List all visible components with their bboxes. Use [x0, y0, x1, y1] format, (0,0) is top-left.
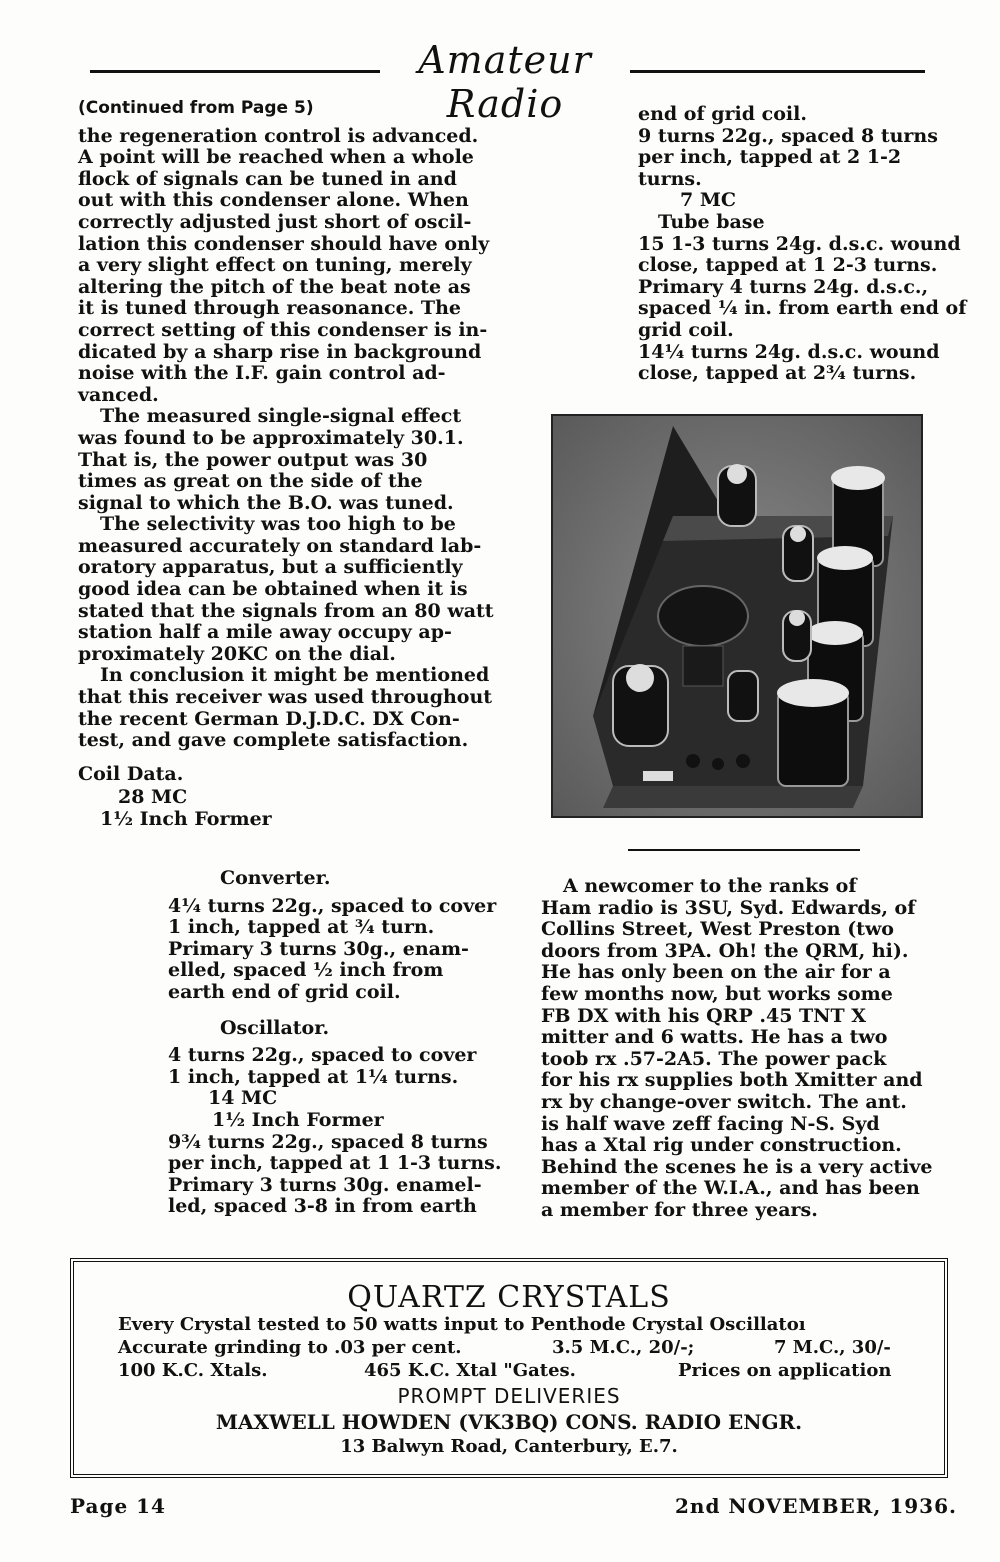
page-number: Page 14	[70, 1494, 166, 1518]
newcomer-article-line: a member for three years.	[541, 1198, 818, 1221]
section-divider	[628, 849, 860, 851]
article-text-line: correct setting of this condenser is in-	[78, 318, 488, 341]
ad-price-7: 7 M.C., 30/-	[774, 1337, 891, 1358]
newcomer-article-line: mitter and 6 watts. He has a two	[541, 1026, 888, 1049]
newcomer-article-line: He has only been on the air for a	[541, 961, 891, 984]
coil-data-heading: Coil Data.	[78, 762, 184, 785]
right-column-top	[638, 103, 967, 385]
article-text-line: was found to be approximately 30.1.	[78, 426, 464, 449]
newcomer-article-line: doors from 3PA. Oh! the QRM, hi).	[541, 939, 909, 962]
coil-continued-text-line: turns.	[638, 167, 702, 190]
article-text-line: dicated by a sharp rise in background	[78, 340, 482, 363]
article-text-line: stated that the signals from an 80 watt	[78, 599, 494, 622]
news-column	[541, 876, 944, 1222]
ad-address: 13 Balwyn Road, Canterbury, E.7.	[340, 1436, 678, 1457]
coil-continued-text-line: 9 turns 22g., spaced 8 turns	[638, 124, 938, 147]
article-text-line: flock of signals can be tuned in and	[78, 167, 457, 190]
newcomer-article	[541, 876, 944, 1222]
article-text-line: signal to which the B.O. was tuned.	[78, 491, 454, 514]
newcomer-article-line: toob rx .57-2A5. The power pack	[541, 1047, 887, 1070]
mc7-text-line: 14¼ turns 24g. d.s.c. wound	[638, 340, 940, 363]
newcomer-article-line: few months now, but works some	[541, 982, 893, 1005]
mc14-text-line: led, spaced 3-8 in from earth	[168, 1195, 477, 1218]
oscillator-heading: Oscillator.	[220, 1016, 330, 1039]
ad-line-1: Every Crystal tested to 50 watts input to Penthode Crystal Oscillatoı	[118, 1314, 806, 1335]
article-text-line: noise with the I.F. gain control ad-	[78, 362, 446, 385]
left-column	[78, 98, 494, 831]
ad-prices: Prices on application	[678, 1360, 892, 1381]
mc7-text-line: Primary 4 turns 24g. d.s.c.,	[638, 275, 929, 298]
ad-465kc: 465 K.C. Xtal "Gates.	[364, 1360, 576, 1381]
article-text-line: A point will be reached when a whole	[78, 146, 474, 169]
newcomer-article-line: rx by change-over switch. The ant.	[541, 1090, 907, 1113]
coil-continued-text	[638, 104, 948, 190]
oscillator-text	[168, 1045, 478, 1088]
former-label-2: 1½ Inch Former	[212, 1108, 384, 1131]
coil-sub-column	[168, 867, 502, 1218]
mc7-text	[638, 232, 967, 385]
article-text-line: it is tuned through reasonance. The	[78, 297, 461, 320]
continued-note: (Continued from Page 5)	[78, 98, 314, 118]
newcomer-article-line: Behind the scenes he is a very active	[541, 1155, 933, 1178]
converter-text-line: 4¼ turns 22g., spaced to cover	[168, 894, 497, 917]
newcomer-article-line: is half wave zeff facing N-S. Syd	[541, 1112, 880, 1135]
former-label-1: 1½ Inch Former	[100, 808, 272, 830]
coil-continued-text-line: end of grid coil.	[638, 103, 807, 125]
mc7-text-line: close, tapped at 2¾ turns.	[638, 362, 917, 385]
article-text-line: measured accurately on standard lab-	[78, 534, 482, 557]
receiver-photo	[551, 414, 923, 818]
receiver-chassis-image	[553, 416, 921, 816]
oscillator-text-line: 4 turns 22g., spaced to cover	[168, 1044, 477, 1067]
article-text-line: The selectivity was too high to be	[100, 513, 456, 536]
article-text-line: test, and gave complete satisfaction.	[78, 729, 469, 752]
mc14-text-line: Primary 3 turns 30g. enamel-	[168, 1173, 482, 1196]
tube-base-label: Tube base	[658, 210, 765, 233]
newcomer-article-line: FB DX with his QRP .45 TNT X	[541, 1004, 867, 1027]
article-text-line: correctly adjusted just short of oscil-	[78, 210, 472, 233]
article-text-line: that this receiver was used throughout	[78, 686, 493, 709]
article-text-line: times as great on the side of the	[78, 470, 423, 493]
article-text-line: In conclusion it might be mentioned	[100, 664, 490, 687]
mc14-text	[168, 1130, 502, 1218]
converter-text	[168, 894, 497, 1004]
newcomer-article-line: Ham radio is 3SU, Syd. Edwards, of	[541, 896, 916, 919]
mc28-label: 28 MC	[118, 786, 188, 809]
quartz-crystals-advert	[70, 1258, 948, 1478]
ad-price-35: 3.5 M.C., 20/-;	[552, 1337, 695, 1358]
issue-date: 2nd NOVEMBER, 1936.	[675, 1494, 957, 1518]
ad-prompt-deliveries: PROMPT DELIVERIES	[397, 1384, 621, 1408]
newcomer-article-line: has a Xtal rig under construction.	[541, 1134, 902, 1157]
article-text-line: out with this condenser alone. When	[78, 189, 469, 212]
article-text-line: The measured single-signal effect	[100, 405, 462, 428]
ad-grinding: Accurate grinding to .03 per cent.	[118, 1337, 462, 1358]
article-text-line: That is, the power output was 30	[78, 448, 428, 471]
converter-text-line: 1 inch, tapped at ¾ turn.	[168, 916, 435, 939]
coil-continued-text-line: per inch, tapped at 2 1-2	[638, 146, 902, 169]
converter-text-line: earth end of grid coil.	[168, 980, 401, 1003]
masthead-rule-right	[630, 70, 925, 73]
oscillator-text-line: 1 inch, tapped at 1¼ turns.	[168, 1065, 459, 1088]
article-text-line: good idea can be obtained when it is	[78, 578, 468, 601]
newcomer-article-line: for his rx supplies both Xmitter and	[541, 1069, 923, 1092]
mc14-text-line: per inch, tapped at 1 1-3 turns.	[168, 1152, 502, 1175]
converter-text-line: elled, spaced ½ inch from	[168, 959, 444, 982]
ad-maxwell-howden: MAXWELL HOWDEN (VK3BQ) CONS. RADIO ENGR.	[215, 1410, 803, 1434]
article-text-line: station half a mile away occupy ap-	[78, 621, 452, 644]
mc7-text-line: close, tapped at 1 2-3 turns.	[638, 254, 938, 277]
article-text-line: altering the pitch of the beat note as	[78, 275, 471, 298]
mc7-text-line: grid coil.	[638, 318, 734, 341]
article-text-line: the regeneration control is advanced.	[78, 124, 479, 147]
masthead-rule-left	[90, 70, 380, 73]
newcomer-article-line: member of the W.I.A., and has been	[541, 1177, 920, 1200]
article-text-line: the recent German D.J.D.C. DX Con-	[78, 707, 460, 730]
newcomer-article-line: Collins Street, West Preston (two	[541, 918, 894, 941]
newcomer-article-line: A newcomer to the ranks of	[563, 875, 857, 897]
masthead-title: Amateur Radio	[418, 38, 592, 126]
mc7-label: 7 MC	[680, 189, 736, 212]
converter-text-line: Primary 3 turns 30g., enam-	[168, 937, 469, 960]
article-text-line: vanced.	[78, 383, 159, 406]
article-text-line: proximately 20KC on the dial.	[78, 642, 396, 665]
mc7-text-line: 15 1-3 turns 24g. d.s.c. wound	[638, 232, 961, 255]
mc14-text-line: 9¾ turns 22g., spaced 8 turns	[168, 1130, 488, 1153]
article-text-line: lation this condenser should have only	[78, 232, 490, 255]
ad-title: QUARTZ CRYSTALS	[347, 1280, 671, 1315]
mc7-text-line: spaced ¼ in. from earth end of	[638, 297, 967, 320]
article-text-line: oratory apparatus, but a sufficiently	[78, 556, 463, 579]
mc14-label: 14 MC	[208, 1087, 278, 1110]
ad-100kc: 100 K.C. Xtals.	[118, 1360, 268, 1381]
article-text-line: a very slight effect on tuning, merely	[78, 254, 472, 277]
converter-heading: Converter.	[220, 867, 331, 889]
article-text	[78, 124, 494, 752]
